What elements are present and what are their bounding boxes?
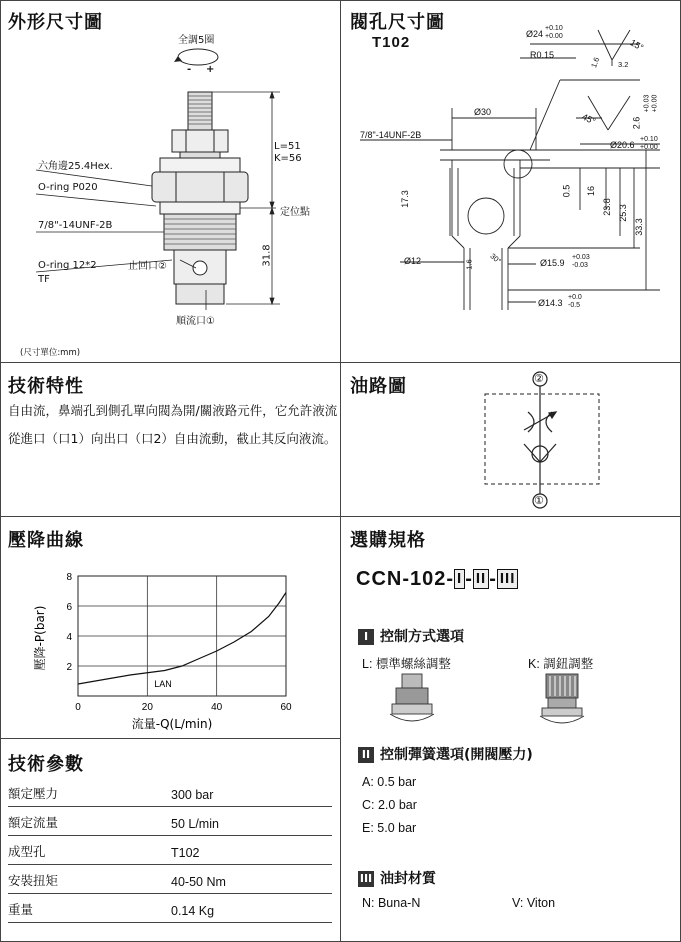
param-value: 0.14 Kg <box>171 904 215 918</box>
dim-d159: Ø15.9 <box>540 258 565 268</box>
section-2-label: 控制彈簧選項(開閥壓力) <box>380 747 533 763</box>
dim-d143: Ø14.3 <box>538 298 563 308</box>
section-1-title <box>358 626 464 646</box>
param-row <box>8 808 332 836</box>
param-key: 成型孔 <box>8 844 46 859</box>
dim-d206-tol-up: +0.10 <box>640 136 658 143</box>
cavity-thread: 7/8"-14UNF-2B <box>360 130 422 140</box>
section-1-label: 控制方式選項 <box>380 629 464 645</box>
params-title: 技術參數 <box>8 754 84 775</box>
cavity-code: T102 <box>372 34 411 51</box>
thread-label: 7/8"-14UNF-2B <box>38 220 113 231</box>
locate-label: 定位點 <box>280 207 310 218</box>
dim-d206-tol-dn: +0.00 <box>640 144 658 151</box>
param-row <box>8 779 332 807</box>
flow-port-label: 順流口① <box>176 316 215 327</box>
model-dash-1: - <box>465 568 473 590</box>
k-value: K=56 <box>274 153 302 164</box>
seal-n: N: Buna-N <box>362 896 421 910</box>
model-box-1: I <box>454 569 465 589</box>
dim-318: 31.8 <box>261 244 273 267</box>
option-k: K: 調鈕調整 <box>528 657 594 671</box>
x-tick-label: 0 <box>75 702 81 713</box>
x-axis-label: 流量-Q(L/min) <box>131 717 213 731</box>
param-row <box>8 837 332 865</box>
param-row <box>8 895 332 923</box>
param-value: 40-50 Nm <box>171 875 226 889</box>
model-box-3: III <box>497 569 519 589</box>
cavity-title: 閥孔尺寸圖 <box>350 12 445 33</box>
y-tick-label: 8 <box>66 572 72 583</box>
section-3-label: 油封材質 <box>380 871 436 887</box>
y-tick-label: 6 <box>66 602 72 613</box>
stop-port-label: 止回口② <box>128 261 167 272</box>
model-code <box>356 568 518 591</box>
dim-d159-tol-up: +0.03 <box>572 254 590 261</box>
param-value: 300 bar <box>171 788 214 802</box>
param-key: 重量 <box>8 902 34 917</box>
spring-e: E: 5.0 bar <box>362 821 417 835</box>
dim-ang45: 45° <box>580 111 598 127</box>
dim-d12: Ø12 <box>404 256 422 266</box>
section-3-title <box>358 868 436 888</box>
circuit-port-top: ② <box>534 372 544 385</box>
y-tick-label: 2 <box>66 662 72 673</box>
x-tick-label: 20 <box>141 702 153 713</box>
dim-d143-tol-up: +0.0 <box>568 294 582 301</box>
oring1-label: O-ring P020 <box>38 182 98 193</box>
minus-sign: - <box>187 64 192 75</box>
x-tick-label: 40 <box>211 702 223 713</box>
cavity-drawing <box>340 0 681 362</box>
section-2-badge: II <box>358 747 374 763</box>
option-l: L: 標準螺絲調整 <box>362 657 451 671</box>
x-tick-label: 60 <box>280 702 292 713</box>
oring2-label: O-ring 12*2 <box>38 260 97 271</box>
dim-d30: Ø30 <box>474 107 492 117</box>
turns-label: 全調5圈 <box>178 35 215 46</box>
hex-label: 六角邊25.4Hex. <box>38 161 113 172</box>
model-box-2: II <box>473 569 489 589</box>
param-key: 安裝扭矩 <box>8 873 59 888</box>
model-dash-2: - <box>489 568 497 590</box>
dim-r015: R0.15 <box>530 50 555 60</box>
row-divider-3 <box>0 738 341 739</box>
dim-r16b: 1.6 <box>464 259 474 270</box>
plus-sign: + <box>206 64 215 75</box>
ordering-title: 選購規格 <box>350 530 426 551</box>
seal-v: V: Viton <box>512 896 556 910</box>
spring-a: A: 0.5 bar <box>362 775 417 789</box>
section-2-title <box>358 744 533 764</box>
param-value: T102 <box>171 846 200 860</box>
dim-d24: Ø24 <box>526 29 544 39</box>
adjuster-illustrations <box>340 670 681 730</box>
circuit-symbol <box>340 362 681 516</box>
dim-r32: 3.2 <box>618 60 629 69</box>
outline-drawing <box>0 0 340 362</box>
param-row <box>8 866 332 894</box>
dim-h16: 16 <box>586 185 597 197</box>
circuit-port-bottom: ① <box>534 494 544 507</box>
section-3-badge: III <box>359 872 373 885</box>
y-tick-label: 4 <box>66 632 72 643</box>
circuit-title: 油路圖 <box>350 376 407 397</box>
dim-d24-tol-dn: +0.00 <box>545 33 563 40</box>
tf-label: TF <box>38 274 50 285</box>
dim-d159-tol-dn: -0.03 <box>572 262 588 269</box>
l-value: L=51 <box>274 141 301 152</box>
dim-h238: 23.8 <box>601 198 612 216</box>
param-value: 50 L/min <box>171 817 219 831</box>
series-label: LAN <box>154 679 172 689</box>
dim-r16: 1.6 <box>589 56 602 69</box>
dim-d143-tol-dn: -0.5 <box>568 302 581 309</box>
pressure-drop-chart <box>0 516 340 738</box>
dim-h05: 0.5 <box>561 184 572 198</box>
dim-d26-tol-dn: +0.00 <box>651 94 659 113</box>
outline-title: 外形尺寸圖 <box>8 12 103 33</box>
dim-ang30: 30° <box>488 251 503 266</box>
dim-d24-tol-up: +0.10 <box>545 25 563 32</box>
dim-d26-tol-up: +0.03 <box>643 94 651 113</box>
spring-c: C: 2.0 bar <box>362 798 417 812</box>
features-text: 自由流，鼻端孔到側孔單向閥為開/關液路元件，它允許液流從進口（口1）向出口（口2）自由流動，截止其反向液流。 <box>8 403 338 446</box>
dim-h333: 33.3 <box>633 218 644 236</box>
unit-note: (尺寸單位:mm) <box>20 348 81 358</box>
dim-h253: 25.3 <box>617 204 628 222</box>
dim-d206: Ø20.6 <box>610 140 635 150</box>
param-key: 額定流量 <box>8 815 59 830</box>
model-prefix: CCN-102- <box>356 568 455 590</box>
section-1-badge: I <box>358 629 374 645</box>
dim-d26: 2.6 <box>631 116 642 130</box>
features-title: 技術特性 <box>8 376 84 397</box>
dim-ang15: 15° <box>628 37 646 53</box>
dim-h173: 17.3 <box>399 190 410 208</box>
curve-title: 壓降曲線 <box>8 530 84 551</box>
param-key: 額定壓力 <box>8 786 59 801</box>
y-axis-label: 壓降-P(bar) <box>33 605 47 671</box>
